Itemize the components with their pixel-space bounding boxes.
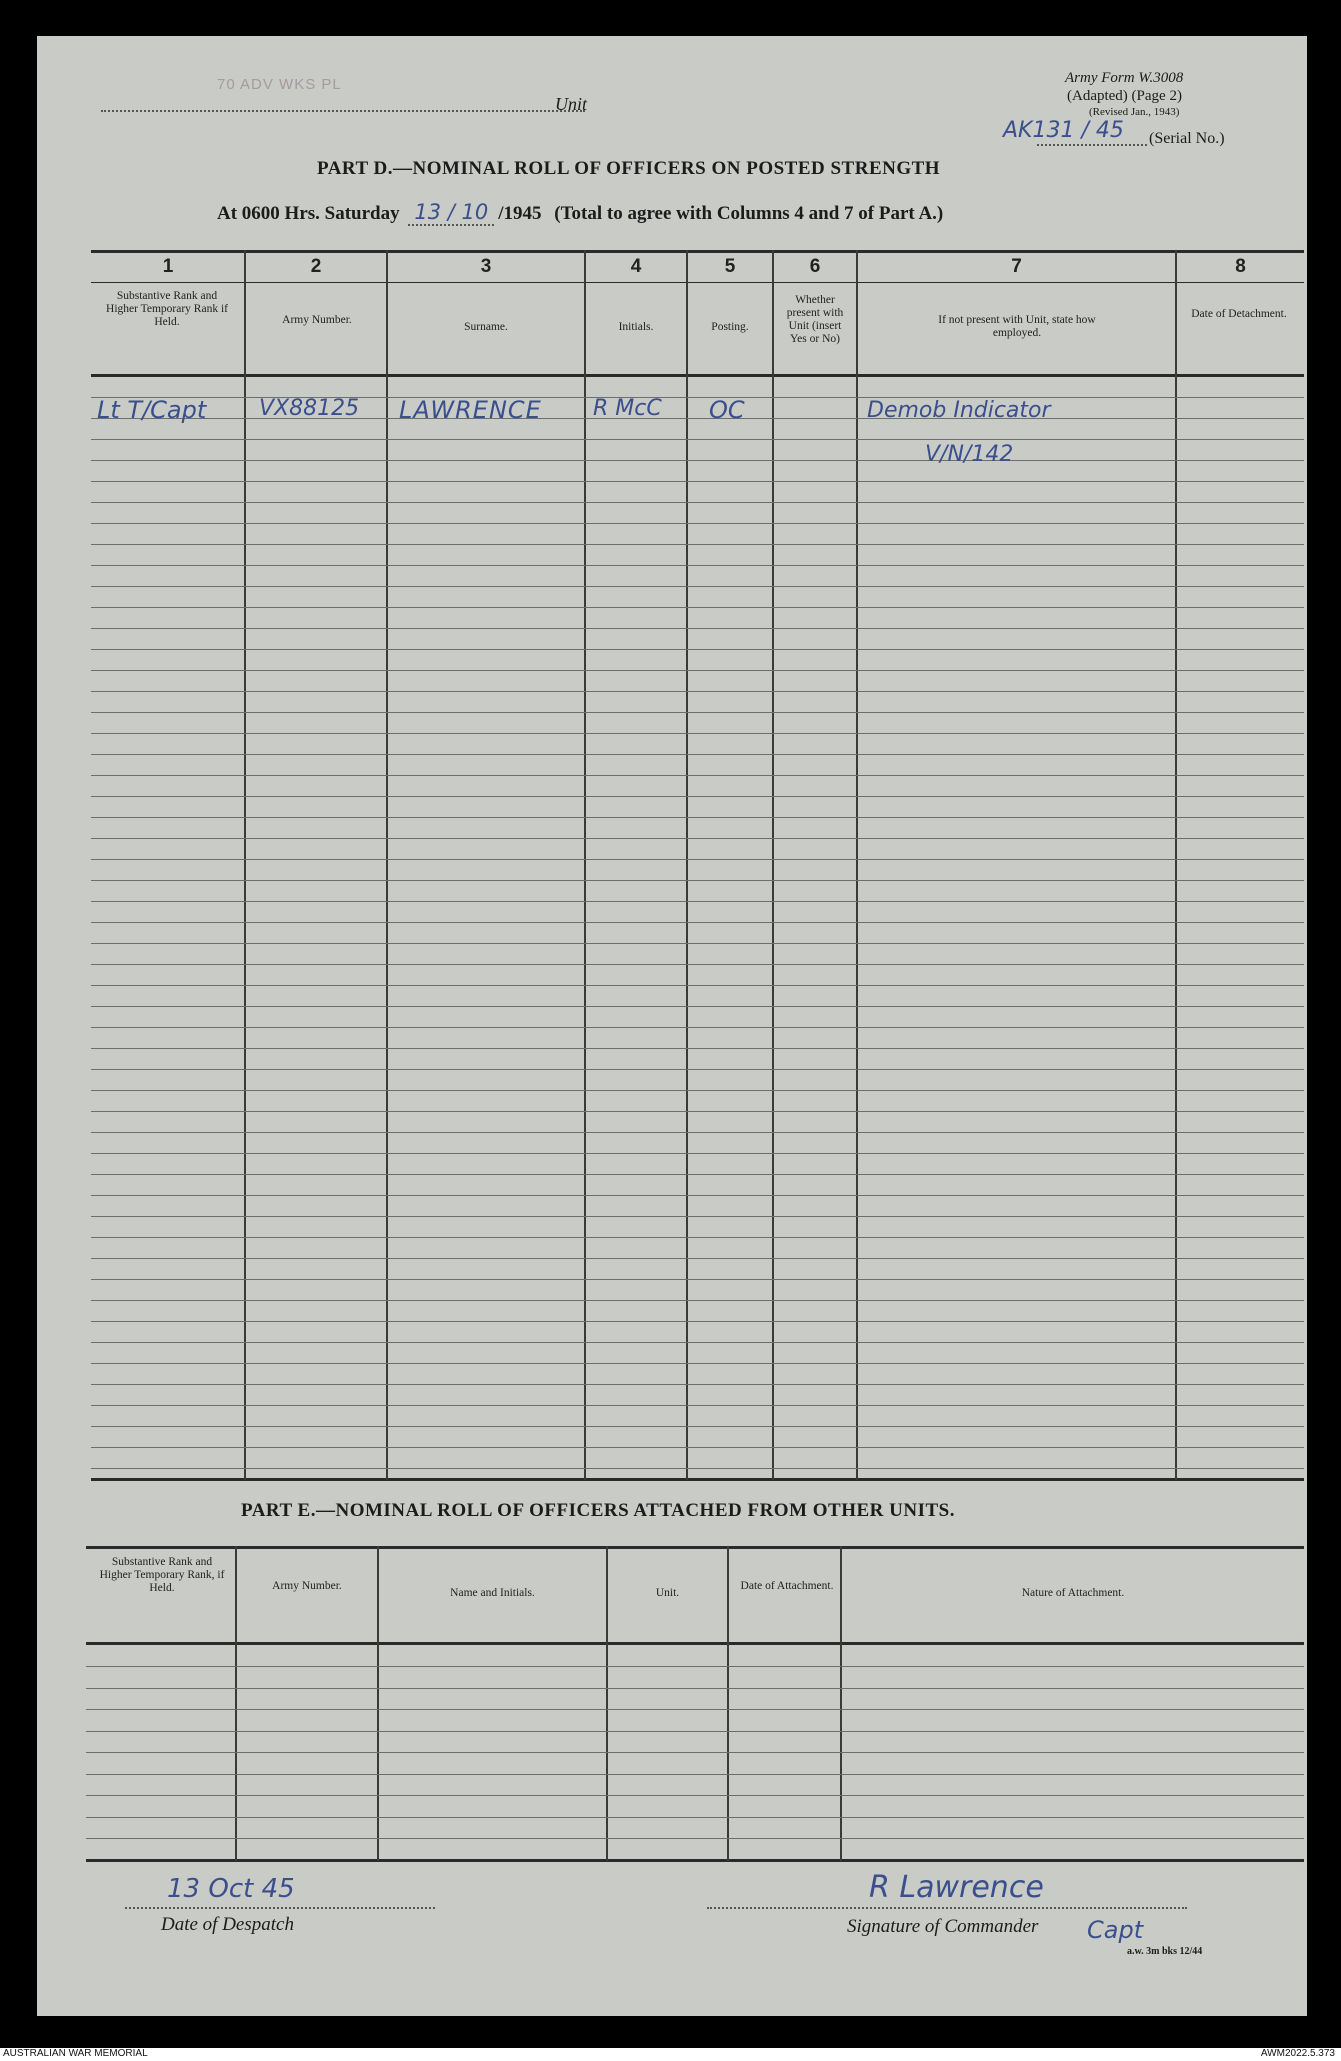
ruled-row-line [91, 649, 1304, 650]
part-e-col-nature: Nature of Attachment. [1021, 1587, 1125, 1599]
ruled-row-line [91, 1468, 1304, 1469]
entry-surname: LAWRENCE [399, 396, 542, 424]
ruled-row-line [91, 1174, 1304, 1175]
signature-value: R Lawrence [869, 1870, 1044, 1905]
ruled-row-line [86, 1752, 1304, 1753]
ruled-row-line [91, 733, 1304, 734]
col-2-number: 2 [310, 256, 322, 277]
signature-label: Signature of Commander [847, 1916, 1039, 1937]
ruled-row-line [91, 502, 1304, 503]
col-3-number: 3 [480, 256, 492, 277]
part-e-col-rank: Substantive Rank and Higher Temporary Rank, if Held. [99, 1556, 225, 1594]
despatch-date-value: 13 Oct 45 [167, 1874, 295, 1904]
col-6-number: 6 [809, 256, 821, 277]
ruled-row-line [91, 985, 1304, 986]
archive-bar [0, 2048, 1341, 2061]
ruled-row-line [91, 1342, 1304, 1343]
col-divider [686, 250, 688, 1480]
archive-right-label: AWM2022.5.373 [1260, 2048, 1335, 2059]
part-e-col-name: Name and Initials. [450, 1587, 535, 1599]
col-1-number: 1 [162, 256, 174, 277]
ruled-row-line [86, 1731, 1304, 1732]
ruled-row-line [91, 1048, 1304, 1049]
col-divider [244, 250, 246, 1480]
ruled-row-line [91, 1258, 1304, 1259]
date-prefix: At 0600 Hrs. Saturday [217, 203, 400, 224]
col-5-number: 5 [724, 256, 736, 277]
col-divider [856, 250, 858, 1480]
ruled-row-line [91, 1237, 1304, 1238]
ruled-row-line [91, 1321, 1304, 1322]
ruled-row-line [91, 1405, 1304, 1406]
table-bottom-border [91, 1478, 1304, 1481]
part-d-title: PART D.—NOMINAL ROLL OF OFFICERS ON POSTED STRENGTH [317, 158, 941, 179]
despatch-dotline [125, 1907, 435, 1909]
ruled-row-line [91, 1216, 1304, 1217]
ruled-row-line [91, 628, 1304, 629]
col-divider [772, 250, 774, 1480]
ruled-row-line [86, 1688, 1304, 1689]
number-row-divider [91, 282, 1304, 283]
col-4-number: 4 [630, 256, 642, 277]
ruled-row-line [91, 1363, 1304, 1364]
ruled-row-line [91, 1027, 1304, 1028]
ruled-row-line [91, 586, 1304, 587]
ruled-row-line [91, 712, 1304, 713]
ruled-row-line [91, 943, 1304, 944]
entry-rank: Lt T/Capt [97, 396, 207, 424]
col-3-header: Surname. [464, 321, 508, 333]
part-e-col-army-number: Army Number. [272, 1580, 342, 1592]
col-6-header: Whether present with Unit (insert Yes or No) [786, 294, 844, 345]
ruled-row-line [91, 1384, 1304, 1385]
part-e-title: PART E.—NOMINAL ROLL OF OFFICERS ATTACHED FROM OTHER UNITS. [241, 1500, 955, 1521]
table-top-border [91, 250, 1304, 253]
despatch-label: Date of Despatch [161, 1914, 294, 1935]
part-e-col-unit: Unit. [655, 1587, 680, 1599]
ruled-row-line [91, 859, 1304, 860]
col-divider [386, 250, 388, 1480]
signature-dotline [707, 1907, 1187, 1909]
ruled-row-line [91, 775, 1304, 776]
form-name: Army Form W.3008 [1065, 70, 1184, 86]
ruled-row-line [91, 670, 1304, 671]
col-divider [1175, 250, 1177, 1480]
ruled-row-line [91, 1111, 1304, 1112]
part-e-top-border [86, 1546, 1304, 1549]
ruled-row-line [91, 754, 1304, 755]
ruled-row-line [86, 1774, 1304, 1775]
serial-dotline [1037, 144, 1147, 146]
col-2-header: Army Number. [282, 314, 352, 326]
header-bottom-border [91, 374, 1304, 377]
ruled-row-line [86, 1666, 1304, 1667]
ruled-row-line [91, 1153, 1304, 1154]
ruled-row-line [91, 1195, 1304, 1196]
ruled-row-line [91, 691, 1304, 692]
col-8-number: 8 [1235, 256, 1246, 277]
ruled-row-line [91, 901, 1304, 902]
ruled-row-line [91, 922, 1304, 923]
entry-employed-line2: V/N/142 [925, 442, 1014, 467]
form-adapted: (Adapted) (Page 2) [1067, 88, 1182, 104]
ruled-row-line [91, 439, 1304, 440]
ruled-row-line [86, 1795, 1304, 1796]
date-day-month: 13 / 10 [408, 200, 494, 226]
ruled-row-line [86, 1838, 1304, 1839]
entry-initials: R McC [593, 396, 662, 421]
col-4-header: Initials. [618, 321, 654, 333]
entry-employed-line1: Demob Indicator [867, 398, 1051, 423]
part-e-col-date: Date of Attachment. [740, 1580, 834, 1592]
col-divider [584, 250, 586, 1480]
ruled-row-line [91, 817, 1304, 818]
col-1-header: Substantive Rank and Higher Temporary Rank if Held. [106, 290, 228, 328]
serial-number-value: AK131 / 45 [1003, 118, 1124, 143]
unit-label: Unit [555, 94, 588, 114]
ruled-row-line [91, 796, 1304, 797]
entry-army-number: VX88125 [259, 396, 360, 421]
ruled-row-line [91, 565, 1304, 566]
ruled-row-line [91, 1300, 1304, 1301]
part-e-header-border [86, 1642, 1304, 1645]
part-e-bottom-border [86, 1859, 1304, 1862]
ruled-row-line [91, 1006, 1304, 1007]
col-divider [235, 1546, 237, 1861]
archive-left-label: AUSTRALIAN WAR MEMORIAL [3, 2048, 148, 2059]
ruled-row-line [86, 1709, 1304, 1710]
ruled-row-line [91, 1090, 1304, 1091]
unit-dotline [101, 110, 585, 112]
ruled-row-line [86, 1817, 1304, 1818]
ruled-row-line [91, 1279, 1304, 1280]
form-page [37, 36, 1307, 2016]
entry-posting: OC [709, 396, 745, 424]
ruled-row-line [91, 880, 1304, 881]
print-code: a.w. 3m bks 12/44 [1127, 1946, 1203, 1957]
form-revised: (Revised Jan., 1943) [1089, 106, 1180, 118]
ruled-row-line [91, 964, 1304, 965]
col-7-number: 7 [1011, 256, 1022, 277]
col-7-header: If not present with Unit, state how employed. [938, 314, 1096, 339]
date-suffix: (Total to agree with Columns 4 and 7 of Part A.) [554, 203, 944, 224]
unit-stamp: 70 ADV WKS PL [217, 76, 342, 93]
ruled-row-line [91, 838, 1304, 839]
ruled-row-line [91, 1426, 1304, 1427]
ruled-row-line [91, 544, 1304, 545]
signature-rank: Capt [1087, 1916, 1144, 1944]
ruled-row-line [91, 481, 1304, 482]
col-8-header: Date of Detachment. [1191, 308, 1287, 320]
ruled-row-line [91, 1132, 1304, 1133]
part-d-date-line [217, 200, 943, 225]
ruled-row-line [91, 1447, 1304, 1448]
ruled-row-line [91, 460, 1304, 461]
ruled-row-line [91, 1069, 1304, 1070]
date-year: /1945 [498, 203, 542, 224]
ruled-row-line [91, 523, 1304, 524]
col-5-header: Posting. [711, 321, 749, 333]
col-divider [727, 1546, 729, 1861]
ruled-row-line [91, 607, 1304, 608]
serial-label: (Serial No.) [1149, 130, 1225, 147]
